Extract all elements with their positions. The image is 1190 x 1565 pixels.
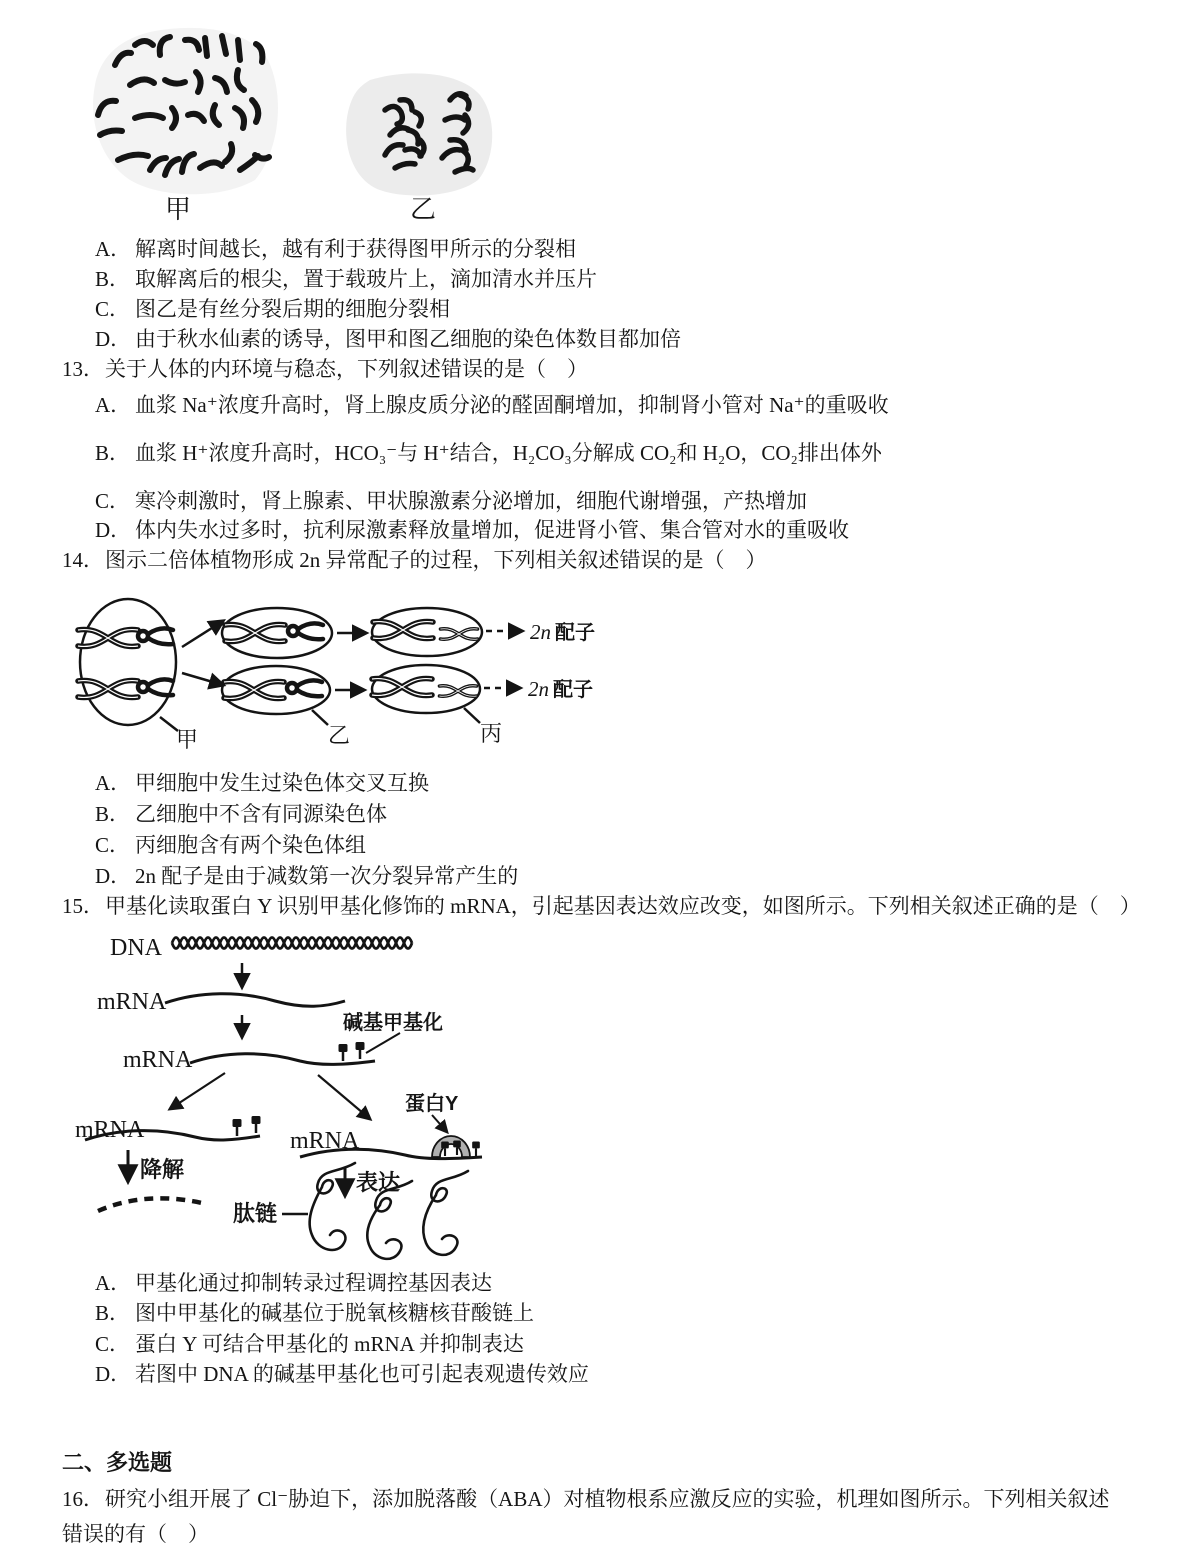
q14-option-d xyxy=(95,863,518,889)
mrna1-strand xyxy=(165,994,345,1007)
q13-option-c xyxy=(95,488,807,514)
figure-mrna-methylation xyxy=(60,925,580,1260)
option-text: 取解离后的根尖，置于载玻片上，滴加清水并压片 xyxy=(135,267,597,291)
dna-label: DNA xyxy=(110,935,162,961)
option-text: 体内失水过多时，抗利尿激素释放量增加，促进肾小管、集合管对水的重吸收 xyxy=(135,518,849,542)
methylation-label: 碱基甲基化 xyxy=(343,1012,443,1034)
option-text: 寒冷刺激时，肾上腺素、甲状腺激素分泌增加，细胞代谢增强，产热增加 xyxy=(135,489,807,513)
mrna1-label: mRNA xyxy=(97,989,167,1015)
q14-option-a xyxy=(95,770,429,796)
option-text: 解离时间越长，越有利于获得图甲所示的分裂相 xyxy=(135,237,576,261)
figure-mitosis-micrographs xyxy=(60,22,520,227)
option-text: 甲基化通过抑制转录过程调控基因表达 xyxy=(135,1271,492,1295)
question-number: 14． xyxy=(62,548,104,572)
question-text: 甲基化读取蛋白 Y 识别甲基化修饰的 mRNA，引起基因表达效应改变，如图所示。下列相关叙述正确的是（ ） xyxy=(105,894,1141,918)
question-number: 16． xyxy=(62,1487,104,1511)
q14-stem xyxy=(62,547,767,573)
cell-yi-bottom-outline xyxy=(222,666,330,714)
question-text: 关于人体的内环境与稳态，下列叙述错误的是（ ） xyxy=(105,357,588,381)
option-letter: C． xyxy=(95,489,131,513)
question-text: 错误的有（ ） xyxy=(62,1522,209,1546)
mrna-right-label: mRNA xyxy=(290,1128,360,1154)
figure-gamete-formation xyxy=(60,585,720,755)
protein-y-shape xyxy=(432,1136,470,1157)
cell-jia-outline xyxy=(80,599,176,725)
option-letter: A． xyxy=(95,771,132,795)
gamete-label-suffix-bottom: 配子 xyxy=(553,679,593,701)
q13-stem xyxy=(62,356,588,382)
cell-yi-label: 乙 xyxy=(410,195,437,224)
diagram-label-yi: 乙 xyxy=(328,723,351,748)
diagram-label-jia: 甲 xyxy=(176,727,199,752)
option-letter: C． xyxy=(95,297,131,321)
degraded-strand xyxy=(98,1198,202,1211)
diagram-label-bing: 丙 xyxy=(480,721,503,746)
option-letter: A． xyxy=(95,1271,132,1295)
q14-option-b xyxy=(95,801,387,827)
option-letter: B． xyxy=(95,1301,131,1325)
mrna2-strand xyxy=(190,1054,375,1065)
peptide-label: 肽链 xyxy=(233,1201,278,1226)
q13-option-a xyxy=(95,392,889,418)
q16-stem-line1 xyxy=(62,1486,1110,1512)
option-letter: A． xyxy=(95,237,132,261)
mrna-left-label: mRNA xyxy=(75,1117,145,1143)
question-number: 15． xyxy=(62,894,104,918)
option-letter: D． xyxy=(95,518,132,542)
option-letter: D． xyxy=(95,327,132,351)
q15-stem xyxy=(62,893,1141,919)
option-text: 丙细胞含有两个染色体组 xyxy=(135,833,366,857)
degrade-label: 降解 xyxy=(140,1157,185,1182)
q12-option-c xyxy=(95,296,450,322)
option-text: 血浆 H⁺浓度升高时，HCO₃⁻与 H⁺结合，H₂CO₃分解成 CO₂和 H₂O，CO₂排出体外 xyxy=(135,441,882,465)
option-text: 乙细胞中不含有同源染色体 xyxy=(135,802,387,826)
q13-option-b xyxy=(95,440,882,466)
question-text: 图示二倍体植物形成 2n 异常配子的过程，下列相关叙述错误的是（ ） xyxy=(105,548,767,572)
q15-option-a xyxy=(95,1270,492,1296)
option-letter: B． xyxy=(95,267,131,291)
q16-stem-line2 xyxy=(62,1521,209,1547)
q14-option-c xyxy=(95,832,366,858)
option-letter: B． xyxy=(95,441,131,465)
mrna2-label: mRNA xyxy=(123,1047,193,1073)
option-text: 蛋白 Y 可结合甲基化的 mRNA 并抑制表达 xyxy=(135,1332,524,1356)
option-letter: D． xyxy=(95,864,132,888)
option-text: 图中甲基化的碱基位于脱氧核糖核苷酸链上 xyxy=(135,1301,534,1325)
option-letter: C． xyxy=(95,1332,131,1356)
option-text: 血浆 Na⁺浓度升高时，肾上腺皮质分泌的醛固酮增加，抑制肾小管对 Na⁺的重吸收 xyxy=(135,393,889,417)
option-letter: C． xyxy=(95,833,131,857)
q13-option-d xyxy=(95,517,849,543)
q12-option-d xyxy=(95,326,681,352)
q15-option-c xyxy=(95,1331,524,1357)
option-letter: A． xyxy=(95,393,132,417)
gamete-label-suffix-top: 配子 xyxy=(555,622,595,644)
q15-option-d xyxy=(95,1361,589,1387)
q12-option-a xyxy=(95,236,576,262)
q12-option-b xyxy=(95,266,597,292)
express-label: 表达 xyxy=(356,1170,401,1195)
protein-y-label: 蛋白Y xyxy=(405,1093,459,1115)
q15-option-b xyxy=(95,1300,534,1326)
option-text: 若图中 DNA 的碱基甲基化也可引起表观遗传效应 xyxy=(135,1362,589,1386)
option-text: 图乙是有丝分裂后期的细胞分裂相 xyxy=(135,297,450,321)
option-letter: D． xyxy=(95,1362,132,1386)
question-number: 13． xyxy=(62,357,104,381)
cell-jia-label: 甲 xyxy=(165,195,192,224)
option-text: 由于秋水仙素的诱导，图甲和图乙细胞的染色体数目都加倍 xyxy=(135,327,681,351)
question-text: 研究小组开展了 Cl⁻胁迫下，添加脱落酸（ABA）对植物根系应激反应的实验，机理如图所示。下列相关叙述 xyxy=(105,1487,1110,1511)
gamete-label-prefix-bottom: 2n xyxy=(528,677,549,701)
option-text: 甲细胞中发生过染色体交叉互换 xyxy=(135,771,429,795)
cell-yi-top-outline xyxy=(222,608,332,658)
section-title-multiple-choice: 二、多选题 xyxy=(62,1450,173,1475)
dna-helix xyxy=(172,938,412,949)
option-text: 2n 配子是由于减数第一次分裂异常产生的 xyxy=(135,864,519,888)
gamete-label-prefix-top: 2n xyxy=(530,620,551,644)
option-letter: B． xyxy=(95,802,131,826)
